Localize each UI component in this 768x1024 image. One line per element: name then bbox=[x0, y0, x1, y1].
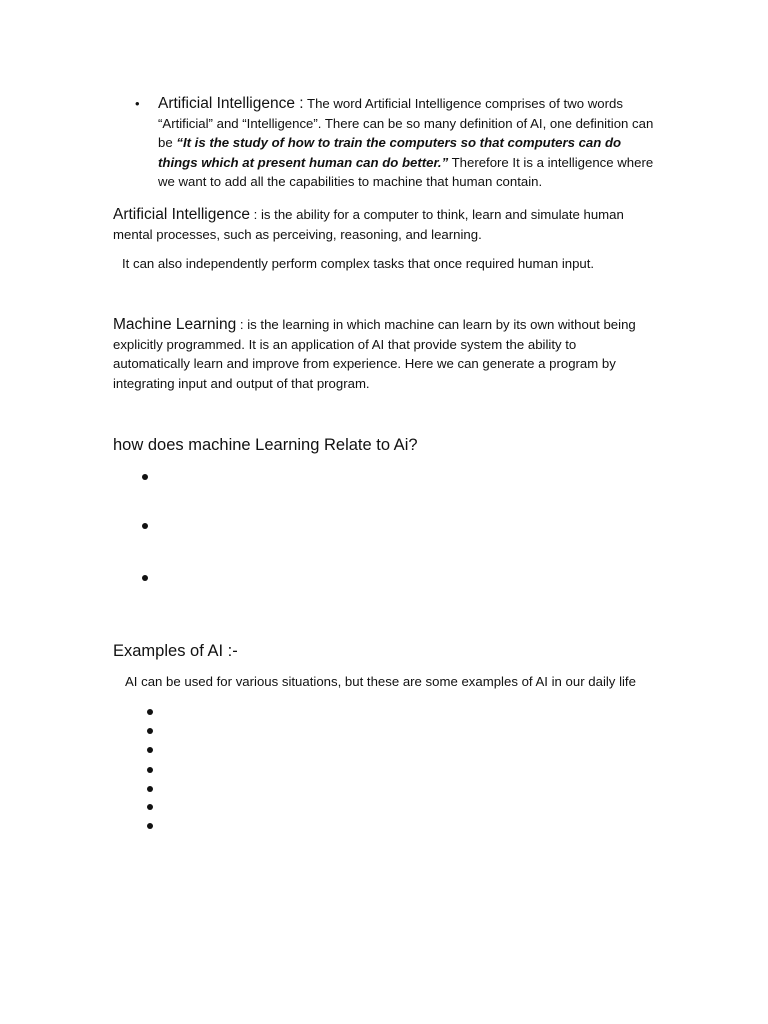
list-bullet bbox=[147, 728, 153, 734]
ai-extra-paragraph: It can also independently perform complex tasks that once required human input. bbox=[122, 256, 595, 271]
ai-heading: Artificial Intelligence bbox=[113, 206, 250, 223]
list-bullet bbox=[147, 823, 153, 829]
examples-intro: AI can be used for various situations, but these are some examples of AI in our daily life bbox=[125, 674, 636, 689]
examples-heading: Examples of AI :- bbox=[113, 642, 238, 660]
ai-heading-inline: Artificial Intelligence : bbox=[158, 95, 304, 112]
ai-ability-text: : is the ability for a computer to think, learn and simulate human mental processes, such as perceiving, reasoning, and learning. bbox=[113, 207, 624, 242]
list-bullet bbox=[147, 786, 153, 792]
list-bullet bbox=[147, 709, 153, 715]
list-bullet bbox=[142, 474, 148, 480]
ai-ability-paragraph bbox=[113, 205, 638, 244]
ai-definition-paragraph bbox=[158, 94, 658, 192]
list-bullet bbox=[147, 804, 153, 810]
ai-intro-text: The word Artificial Intelligence comprises of two words “Artificial” and “Intelligence”. There can be so many definition of AI, one definition can be bbox=[158, 96, 654, 150]
ml-ai-relation-heading: how does machine Learning Relate to Ai? bbox=[113, 436, 418, 454]
list-bullet bbox=[142, 575, 148, 581]
bullet-marker: • bbox=[135, 96, 140, 111]
list-bullet bbox=[147, 767, 153, 773]
ml-text: : is the learning in which machine can learn by its own without being explicitly programmed. It is an application of AI that provide system the ability to automatically learn and improve from experience. Here we can generate a program by integrating input and output of that program. bbox=[113, 317, 636, 391]
list-bullet bbox=[147, 747, 153, 753]
list-bullet bbox=[142, 523, 148, 529]
ai-definition-quote: “It is the study of how to train the computers so that computers can do things which at present human can do better.” bbox=[158, 135, 622, 170]
ai-conclusion-text: Therefore It is a intelligence where we want to add all the capabilities to machine that human contain. bbox=[158, 154, 654, 189]
ml-heading: Machine Learning bbox=[113, 316, 237, 333]
ml-paragraph bbox=[113, 315, 653, 393]
